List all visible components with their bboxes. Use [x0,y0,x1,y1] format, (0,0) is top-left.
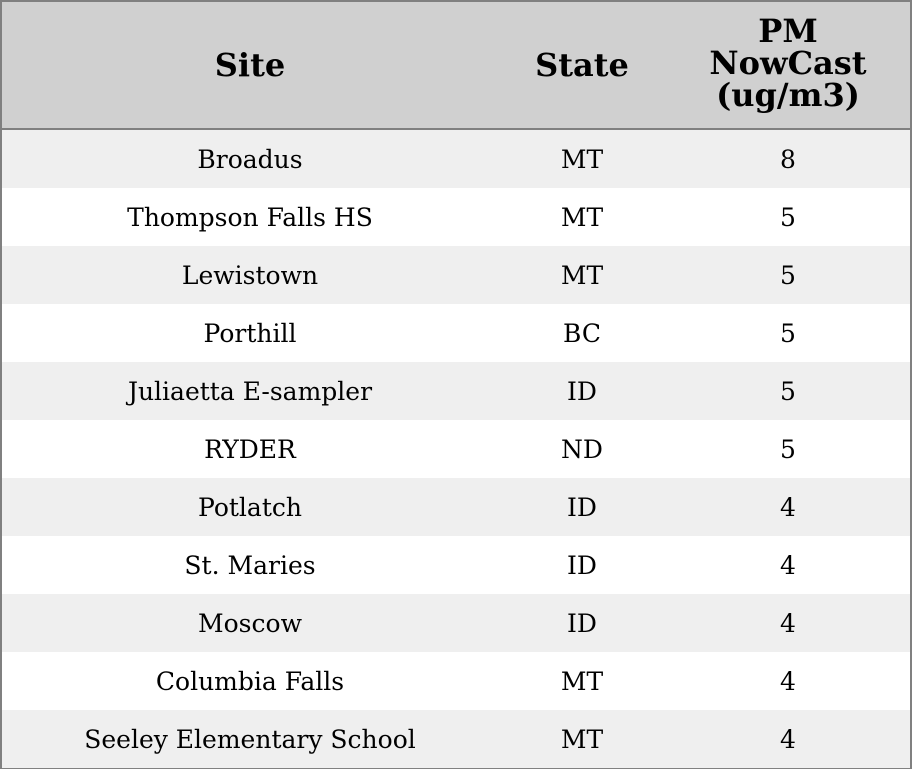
column-header-pm-nowcast-label: PM NowCast (ug/m3) [709,12,867,114]
table-row [2,420,910,478]
cell-pm-nowcast: 4 [780,608,796,638]
table-row [2,652,910,710]
cell-state: ID [567,376,597,406]
table-row [2,710,910,768]
cell-pm-nowcast: 4 [780,492,796,522]
cell-site: Columbia Falls [155,666,345,696]
cell-state: ID [567,608,597,638]
cell-site: St. Maries [184,550,316,580]
cell-site: Potlatch [198,492,302,522]
cell-state: ND [561,434,603,464]
cell-state: MT [560,144,604,174]
cell-pm-nowcast: 4 [780,550,796,580]
cell-site: Thompson Falls HS [127,202,373,232]
table-row [2,362,910,420]
column-header-state: State [535,46,629,84]
table-header-row [2,2,910,130]
cell-pm-nowcast: 4 [780,724,796,754]
cell-pm-nowcast: 5 [780,434,796,464]
cell-pm-nowcast: 5 [780,202,796,232]
cell-pm-nowcast: 8 [780,144,796,174]
cell-site: Moscow [198,608,302,638]
table-row [2,130,910,188]
cell-state: ID [567,492,597,522]
column-header-site: Site [214,46,286,84]
cell-site: RYDER [204,434,296,464]
cell-pm-nowcast: 5 [780,318,796,348]
cell-state: MT [560,202,604,232]
table-row [2,304,910,362]
cell-pm-nowcast: 5 [780,376,796,406]
table-row [2,478,910,536]
table-row [2,536,910,594]
table-row [2,188,910,246]
cell-pm-nowcast: 4 [780,666,796,696]
cell-state: ID [567,550,597,580]
cell-site: Juliaetta E-sampler [127,376,373,406]
cell-state: MT [560,724,604,754]
column-header-pm-nowcast [666,2,910,128]
cell-state: BC [563,318,601,348]
cell-site: Seeley Elementary School [84,724,416,754]
cell-site: Lewistown [181,260,319,290]
cell-site: Porthill [203,318,297,348]
table-row [2,594,910,652]
table-row [2,246,910,304]
cell-state: MT [560,666,604,696]
cell-state: MT [560,260,604,290]
cell-pm-nowcast: 5 [780,260,796,290]
cell-site: Broadus [197,144,303,174]
